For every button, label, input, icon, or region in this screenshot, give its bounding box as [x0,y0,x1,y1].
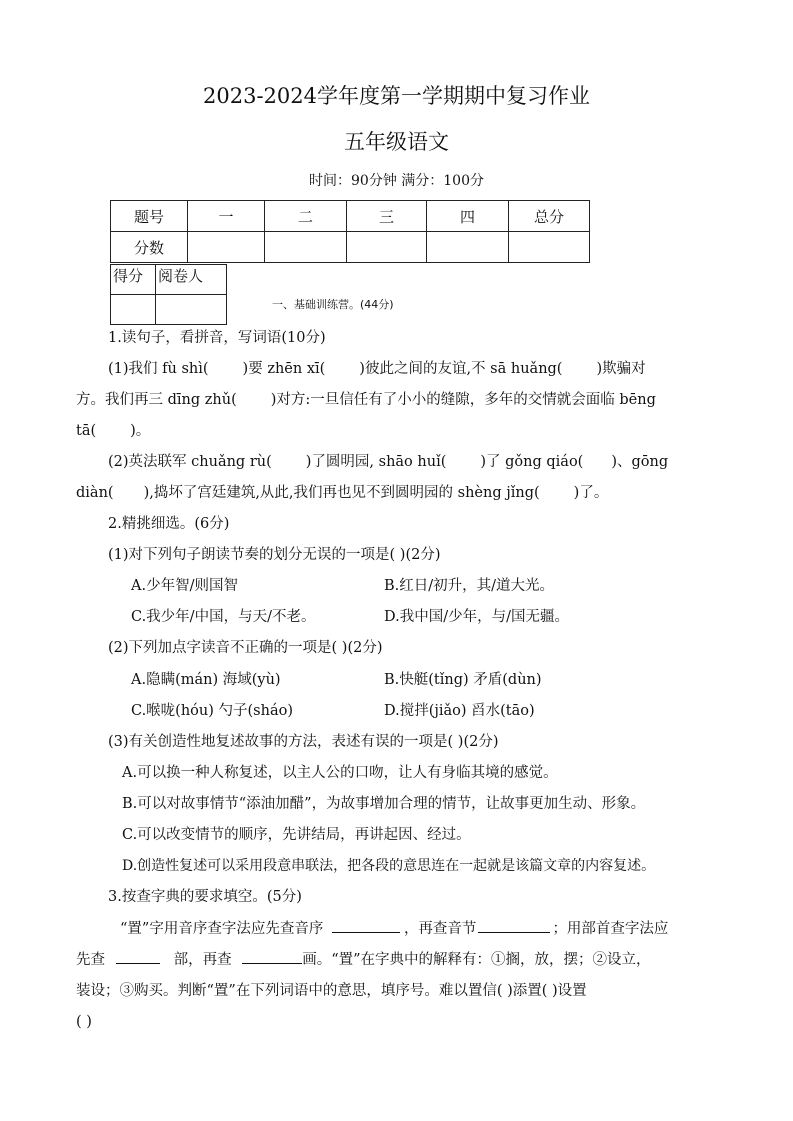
text-fragment: )、gōng [611,454,669,470]
score-header-cell: 总分 [509,201,590,232]
option-d: D.搅拌(jiǎo) 舀水(tāo) [384,703,535,719]
score-cell[interactable] [509,232,590,263]
answer-blank[interactable] [116,949,160,964]
text-fragment: )欺骗对 [596,361,646,377]
text-fragment: diàn( [76,485,114,501]
answer-blank[interactable] [242,949,302,964]
text-fragment: (1)我们 fù shì( [108,361,209,377]
answer-blank[interactable] [478,918,550,933]
option-d: D.创造性复述可以采用段意串联法，把各段的意思连在一起就是该篇文章的内容复述。 [122,858,656,874]
question-3-line [76,949,651,970]
score-table-row [111,232,590,263]
option-a: A.可以换一种人称复述，以主人公的口吻，让人有身临其境的感觉。 [122,765,558,781]
text-fragment: (2)英法联军 chuǎng rù( [108,454,272,470]
question-2-1-stem: (1)对下列句子朗读节奏的划分无误的一项是( )(2分) [108,547,441,563]
question-3-line: 装设；③购买。判断“置”在下列词语中的意思，填序号。难以置信( )添置( )设置 [76,983,587,999]
text-fragment: )了圆明园, shāo huǐ( [305,454,447,470]
exam-time-info: 时间：90分钟 满分：100分 [309,173,484,189]
question-1-line [76,390,656,410]
score-cell[interactable] [188,232,265,263]
text-fragment: )了。 [573,485,609,501]
option-a: A.隐瞒(mán) 海域(yù) [131,672,281,688]
question-3-line [120,918,668,939]
option-d: D.我中国/少年，与/国无疆。 [384,609,569,625]
text-fragment: )彼此之间的友谊,不 sā huǎng( [359,361,563,377]
question-3-title: 3.按查字典的要求填空。(5分) [108,889,302,905]
question-3-line: ( ) [76,1014,92,1030]
option-c: C.我少年/中国，与天/不老。 [131,609,316,625]
score-header-cell: 一 [188,201,265,232]
score-cell[interactable] [427,232,509,263]
option-b: B.可以对故事情节“添油加醋”，为故事增加合理的情节，让故事更加生动、形象。 [122,796,646,812]
grader-score-cell[interactable] [111,295,156,325]
page-subtitle: 五年级语文 [344,130,449,154]
score-table-header-row [111,201,590,232]
text-fragment: tā( [76,423,97,439]
option-b: B.红日/初升，其/道大光。 [384,578,555,594]
option-c: C.可以改变情节的顺序，先讲结局，再讲起因、经过。 [122,827,471,843]
question-1-line [108,452,668,472]
grader-name-cell[interactable] [156,295,227,325]
score-header-cell: 题号 [111,201,188,232]
text-fragment: )了 gǒng qiáo( [480,454,584,470]
text-fragment: ),捣坏了宫廷建筑,从此,我们再也见不到圆明园的 shèng jǐng( [143,485,540,501]
question-1-line [76,483,608,503]
question-1-line [108,359,646,379]
text-fragment: 先查 [76,952,105,968]
question-2-2-stem: (2)下列加点字读音不正确的一项是( )(2分) [108,640,383,656]
text-fragment: “置”字用音序查字法应先查音序 [120,921,324,937]
score-row-label: 分数 [111,232,188,263]
option-b: B.快艇(tǐng) 矛盾(dùn) [384,672,542,688]
text-fragment: 方。我们再三 dīng zhǔ( [76,392,237,408]
question-2-title: 2.精挑细选。(6分) [108,516,230,532]
score-header-cell: 三 [347,201,427,232]
page-title: 2023-2024学年度第一学期期中复习作业 [203,84,590,108]
score-table [110,200,590,263]
grader-box [110,264,227,325]
grader-score-label: 得分 [111,265,156,295]
text-fragment: )。 [130,423,151,439]
text-fragment: 画。“置”在字典中的解释有：①搁，放，摆；②设立， [302,952,651,968]
score-cell[interactable] [265,232,347,263]
text-fragment: )对方:一旦信任有了小小的缝隙，多年的交情就会面临 bēng [270,392,656,408]
text-fragment: 部，再查 [173,952,232,968]
section-heading: 一、基础训练营。(44分) [272,298,394,311]
question-2-3-stem: (3)有关创造性地复述故事的方法，表述有误的一项是( )(2分) [108,734,499,750]
grader-name-label: 阅卷人 [156,265,227,295]
text-fragment: )要 zhēn xī( [242,361,326,377]
option-a: A.少年智/则国智 [131,578,238,594]
question-1-line [76,421,150,441]
option-c: C.喉咙(hóu) 勺子(sháo) [131,703,293,719]
question-1-title: 1.读句子，看拼音，写词语(10分) [108,330,326,346]
score-header-cell: 二 [265,201,347,232]
score-header-cell: 四 [427,201,509,232]
text-fragment: ，再查音节 [403,921,477,937]
answer-blank[interactable] [332,918,400,933]
score-cell[interactable] [347,232,427,263]
text-fragment: ；用部首查字法应 [552,921,669,937]
